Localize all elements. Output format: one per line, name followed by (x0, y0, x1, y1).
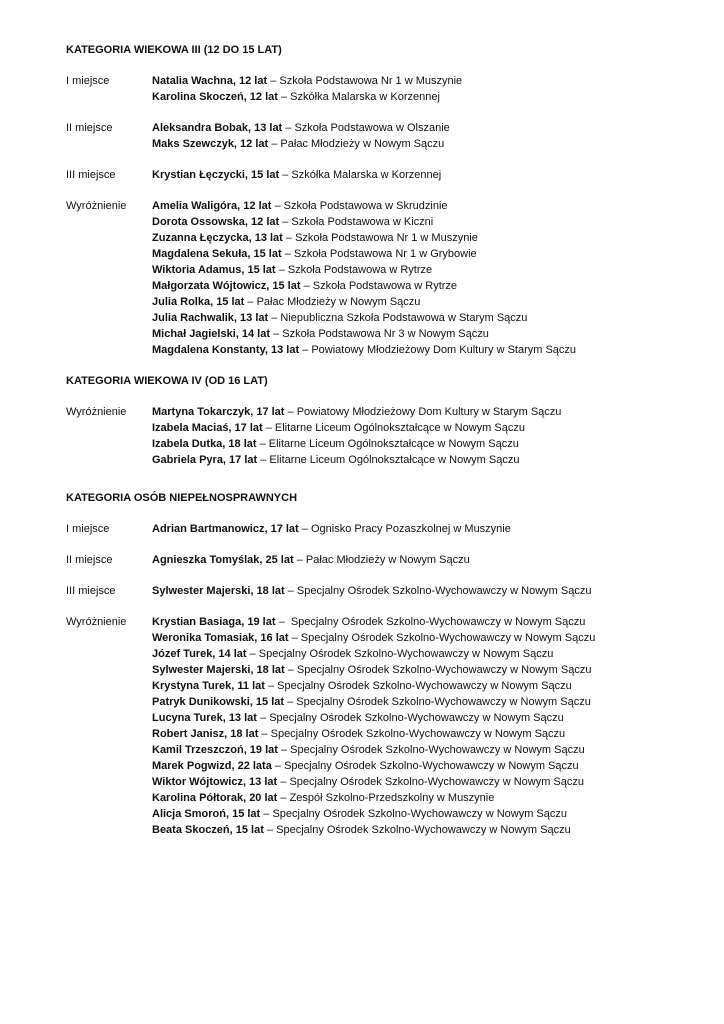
award-label: Wyróżnienie (66, 406, 127, 418)
category-section (66, 490, 686, 838)
winner-list (152, 521, 686, 537)
winner-name-age: Krystyna Turek, 11 lat (152, 680, 265, 692)
school-name: Powiatowy Młodzieżowy Dom Kultury w Starym Sączu (311, 344, 577, 356)
school-name: Specjalny Ośrodek Szkolno-Wychowawczy w Nowym Sączu (290, 616, 586, 628)
dash-separator: – (260, 808, 273, 820)
winner-entry (152, 630, 686, 646)
winner-entry (152, 404, 686, 420)
winner-list (152, 167, 686, 183)
school-name: Specjalny Ośrodek Szkolno-Wychowawczy w Nowym Sączu (296, 664, 592, 676)
dash-separator: – (275, 264, 288, 276)
results-list (66, 42, 686, 860)
winner-entry (152, 678, 686, 694)
award-group (66, 583, 686, 599)
winner-name-age: Izabela Maciaś, 17 lat (152, 422, 263, 434)
winner-entry (152, 742, 686, 758)
winner-entry (152, 278, 686, 294)
winner-name-age: Lucyna Turek, 13 lat (152, 712, 257, 724)
winner-entry (152, 646, 686, 662)
dash-separator: – (246, 648, 259, 660)
winner-entry (152, 167, 686, 183)
school-name: Specjalny Ośrodek Szkolno-Wychowawczy w Nowym Sączu (290, 744, 585, 756)
school-name: Powiatowy Młodzieżowy Dom Kultury w Starym Sączu (296, 406, 562, 418)
winner-entry (152, 758, 686, 774)
winner-list (152, 552, 686, 568)
winner-entry (152, 136, 686, 152)
winner-name-age: Patryk Dunikowski, 15 lat (152, 696, 285, 708)
school-name: Szkoła Podstawowa Nr 1 w Muszynie (279, 75, 463, 87)
school-name: Elitarne Liceum Ogólnokształcące w Nowym Sączu (269, 454, 520, 466)
dash-separator: – (256, 712, 270, 724)
school-name: Szkoła Podstawowa w Rytrze (312, 280, 458, 292)
school-name: Niepubliczna Szkoła Podstawowa w Starym Sączu (280, 312, 528, 324)
winner-name-age: Michał Jagielski, 14 lat (152, 328, 271, 340)
school-name: Szkółka Malarska w Korzennej (291, 169, 442, 181)
winner-name-age: Małgorzata Wójtowicz, 15 lat (152, 280, 301, 292)
school-name: Szkoła Podstawowa w Kiczni (291, 216, 434, 228)
dash-separator: – (258, 728, 271, 740)
award-group (66, 120, 686, 152)
dash-separator: – (262, 422, 275, 434)
winner-list (152, 583, 686, 599)
category-section (66, 373, 686, 468)
winner-entry (152, 521, 686, 537)
winner-name-age: Alicja Smoroń, 15 lat (152, 808, 261, 820)
winner-name-age: Magdalena Konstanty, 13 lat (152, 344, 300, 356)
winner-name-age: Karolina Półtorak, 20 lat (152, 792, 278, 804)
winner-name-age: Kamil Trzeszczoń, 19 lat (152, 744, 278, 756)
award-label: II miejsce (66, 554, 113, 566)
dash-separator: – (271, 200, 284, 212)
award-group (66, 198, 686, 358)
winner-entry (152, 294, 686, 310)
school-name: Szkoła Podstawowa Nr 3 w Nowym Sączu (282, 328, 489, 340)
winner-name-age: Krystian Basiaga, 19 lat (152, 616, 276, 628)
dash-separator: – (279, 216, 292, 228)
school-name: Specjalny Ośrodek Szkolno-Wychowawczy w Nowym Sączu (276, 824, 571, 836)
award-group (66, 167, 686, 183)
category-title: KATEGORIA OSÓB NIEPEŁNOSPRAWNYCH (66, 492, 298, 504)
winner-entry (152, 326, 686, 342)
winner-list (152, 198, 686, 358)
winner-list (152, 404, 686, 468)
dash-separator: – (277, 91, 291, 103)
winner-name-age: Maks Szewczyk, 12 lat (152, 138, 269, 150)
winner-entry (152, 89, 686, 105)
winner-entry (152, 246, 686, 262)
winner-name-age: Gabriela Pyra, 17 lat (152, 454, 258, 466)
dash-separator: – (293, 554, 306, 566)
winner-entry (152, 198, 686, 214)
winner-name-age: Marek Pogwizd, 22 lata (152, 760, 272, 772)
school-name: Specjalny Ośrodek Szkolno-Wychowawczy w Nowym Sączu (300, 632, 596, 644)
winner-entry (152, 436, 686, 452)
school-name: Szkoła Podstawowa w Olszanie (294, 122, 450, 134)
winner-list (152, 614, 686, 838)
award-group (66, 552, 686, 568)
winner-entry (152, 214, 686, 230)
winner-entry (152, 452, 686, 468)
dash-separator: – (284, 406, 297, 418)
dash-separator: – (299, 344, 312, 356)
winner-name-age: Agnieszka Tomyślak, 25 lat (152, 554, 294, 566)
winner-entry (152, 230, 686, 246)
dash-separator: – (277, 776, 290, 788)
winner-entry (152, 774, 686, 790)
school-name: Specjalny Ośrodek Szkolno-Wychowawczy w Nowym Sączu (296, 585, 592, 597)
winner-name-age: Amelia Waligóra, 12 lat (152, 200, 272, 212)
school-name: Specjalny Ośrodek Szkolno-Wychowawczy w Nowym Sączu (270, 728, 566, 740)
dash-separator: – (256, 438, 269, 450)
winner-name-age: Zuzanna Łęczycka, 13 lat (152, 232, 283, 244)
award-label: III miejsce (66, 169, 116, 181)
school-name: Specjalny Ośrodek Szkolno-Wychowawczy w Nowym Sączu (269, 712, 564, 724)
winner-entry (152, 262, 686, 278)
school-name: Szkółka Malarska w Korzennej (290, 91, 440, 103)
winner-entry (152, 552, 686, 568)
award-label: I miejsce (66, 75, 110, 87)
dash-separator: – (300, 280, 313, 292)
winner-name-age: Wiktoria Adamus, 15 lat (152, 264, 276, 276)
award-label: II miejsce (66, 122, 113, 134)
winner-name-age: Karolina Skoczeń, 12 lat (152, 91, 278, 103)
winner-list (152, 120, 686, 152)
winner-entry (152, 614, 686, 630)
winner-list (152, 73, 686, 105)
dash-separator: – (244, 296, 257, 308)
school-name: Szkoła Podstawowa Nr 1 w Muszynie (295, 232, 478, 244)
winner-entry (152, 120, 686, 136)
winner-entry (152, 310, 686, 326)
dash-separator: – (282, 122, 295, 134)
dash-separator: – (257, 454, 270, 466)
winner-entry (152, 790, 686, 806)
winner-entry (152, 822, 686, 838)
winner-name-age: Krystian Łęczycki, 15 lat (152, 169, 280, 181)
winner-name-age: Beata Skoczeń, 15 lat (152, 824, 264, 836)
category-title: KATEGORIA WIEKOWA III (12 DO 15 LAT) (66, 44, 282, 56)
school-name: Elitarne Liceum Ogólnokształcące w Nowym Sączu (268, 438, 519, 450)
dash-separator: – (275, 616, 291, 628)
dash-separator: – (268, 138, 281, 150)
winner-name-age: Dorota Ossowska, 12 lat (152, 216, 280, 228)
dash-separator: – (271, 760, 285, 772)
school-name: Specjalny Ośrodek Szkolno-Wychowawczy w Nowym Sączu (277, 680, 572, 692)
dash-separator: – (281, 248, 294, 260)
dash-separator: – (264, 680, 278, 692)
winner-name-age: Julia Rolka, 15 lat (152, 296, 245, 308)
school-name: Specjalny Ośrodek Szkolno-Wychowawczy w Nowym Sączu (289, 776, 584, 788)
award-group (66, 521, 686, 537)
winner-name-age: Wiktor Wójtowicz, 13 lat (152, 776, 278, 788)
dash-separator: – (282, 232, 296, 244)
winner-entry (152, 583, 686, 599)
winner-entry (152, 806, 686, 822)
winner-name-age: Julia Rachwalik, 13 lat (152, 312, 269, 324)
winner-name-age: Józef Turek, 14 lat (152, 648, 247, 660)
award-label: Wyróżnienie (66, 200, 127, 212)
winner-name-age: Sylwester Majerski, 18 lat (152, 585, 285, 597)
dash-separator: – (279, 169, 292, 181)
winner-name-age: Robert Janisz, 18 lat (152, 728, 259, 740)
winner-name-age: Natalia Wachna, 12 lat (152, 75, 268, 87)
school-name: Pałac Młodzieży w Nowym Sączu (280, 138, 445, 150)
winner-entry (152, 342, 686, 358)
winner-entry (152, 73, 686, 89)
award-label: Wyróżnienie (66, 616, 127, 628)
winner-name-age: Izabela Dutka, 18 lat (152, 438, 257, 450)
winner-entry (152, 662, 686, 678)
category-title: KATEGORIA WIEKOWA IV (OD 16 LAT) (66, 375, 268, 387)
award-group (66, 404, 686, 468)
dash-separator: – (270, 328, 283, 340)
school-name: Specjalny Ośrodek Szkolno-Wychowawczy w Nowym Sączu (284, 760, 579, 772)
winner-entry (152, 420, 686, 436)
winner-name-age: Martyna Tokarczyk, 17 lat (152, 406, 285, 418)
winner-entry (152, 694, 686, 710)
winner-name-age: Magdalena Sekuła, 15 lat (152, 248, 282, 260)
school-name: Ognisko Pracy Pozaszkolnej w Muszynie (310, 523, 511, 535)
dash-separator: – (284, 664, 297, 676)
dash-separator: – (267, 75, 280, 87)
dash-separator: – (298, 523, 311, 535)
school-name: Pałac Młodzieży w Nowym Sączu (305, 554, 470, 566)
winner-name-age: Adrian Bartmanowicz, 17 lat (152, 523, 299, 535)
dash-separator: – (263, 824, 277, 836)
award-label: III miejsce (66, 585, 116, 597)
school-name: Specjalny Ośrodek Szkolno-Wychowawczy w Nowym Sączu (272, 808, 567, 820)
award-group (66, 73, 686, 105)
school-name: Szkoła Podstawowa w Rytrze (287, 264, 433, 276)
dash-separator: – (284, 585, 297, 597)
dash-separator: – (277, 792, 290, 804)
school-name: Szkoła Podstawowa Nr 1 w Grybowie (293, 248, 477, 260)
winner-entry (152, 726, 686, 742)
award-group (66, 614, 686, 838)
winner-name-age: Weronika Tomasiak, 16 lat (152, 632, 289, 644)
dash-separator: – (288, 632, 301, 644)
winner-name-age: Sylwester Majerski, 18 lat (152, 664, 285, 676)
winner-entry (152, 710, 686, 726)
school-name: Zespół Szkolno-Przedszkolny w Muszynie (289, 792, 495, 804)
dash-separator: – (277, 744, 291, 756)
dash-separator: – (284, 696, 297, 708)
school-name: Specjalny Ośrodek Szkolno-Wychowawczy w Nowym Sączu (258, 648, 554, 660)
school-name: Elitarne Liceum Ogólnokształcące w Nowym Sączu (274, 422, 525, 434)
winner-name-age: Aleksandra Bobak, 13 lat (152, 122, 283, 134)
school-name: Szkoła Podstawowa w Skrudzinie (283, 200, 448, 212)
award-label: I miejsce (66, 523, 110, 535)
category-section (66, 42, 686, 358)
school-name: Pałac Młodzieży w Nowym Sączu (256, 296, 421, 308)
school-name: Specjalny Ośrodek Szkolno-Wychowawczy w Nowym Sączu (296, 696, 591, 708)
dash-separator: – (268, 312, 281, 324)
